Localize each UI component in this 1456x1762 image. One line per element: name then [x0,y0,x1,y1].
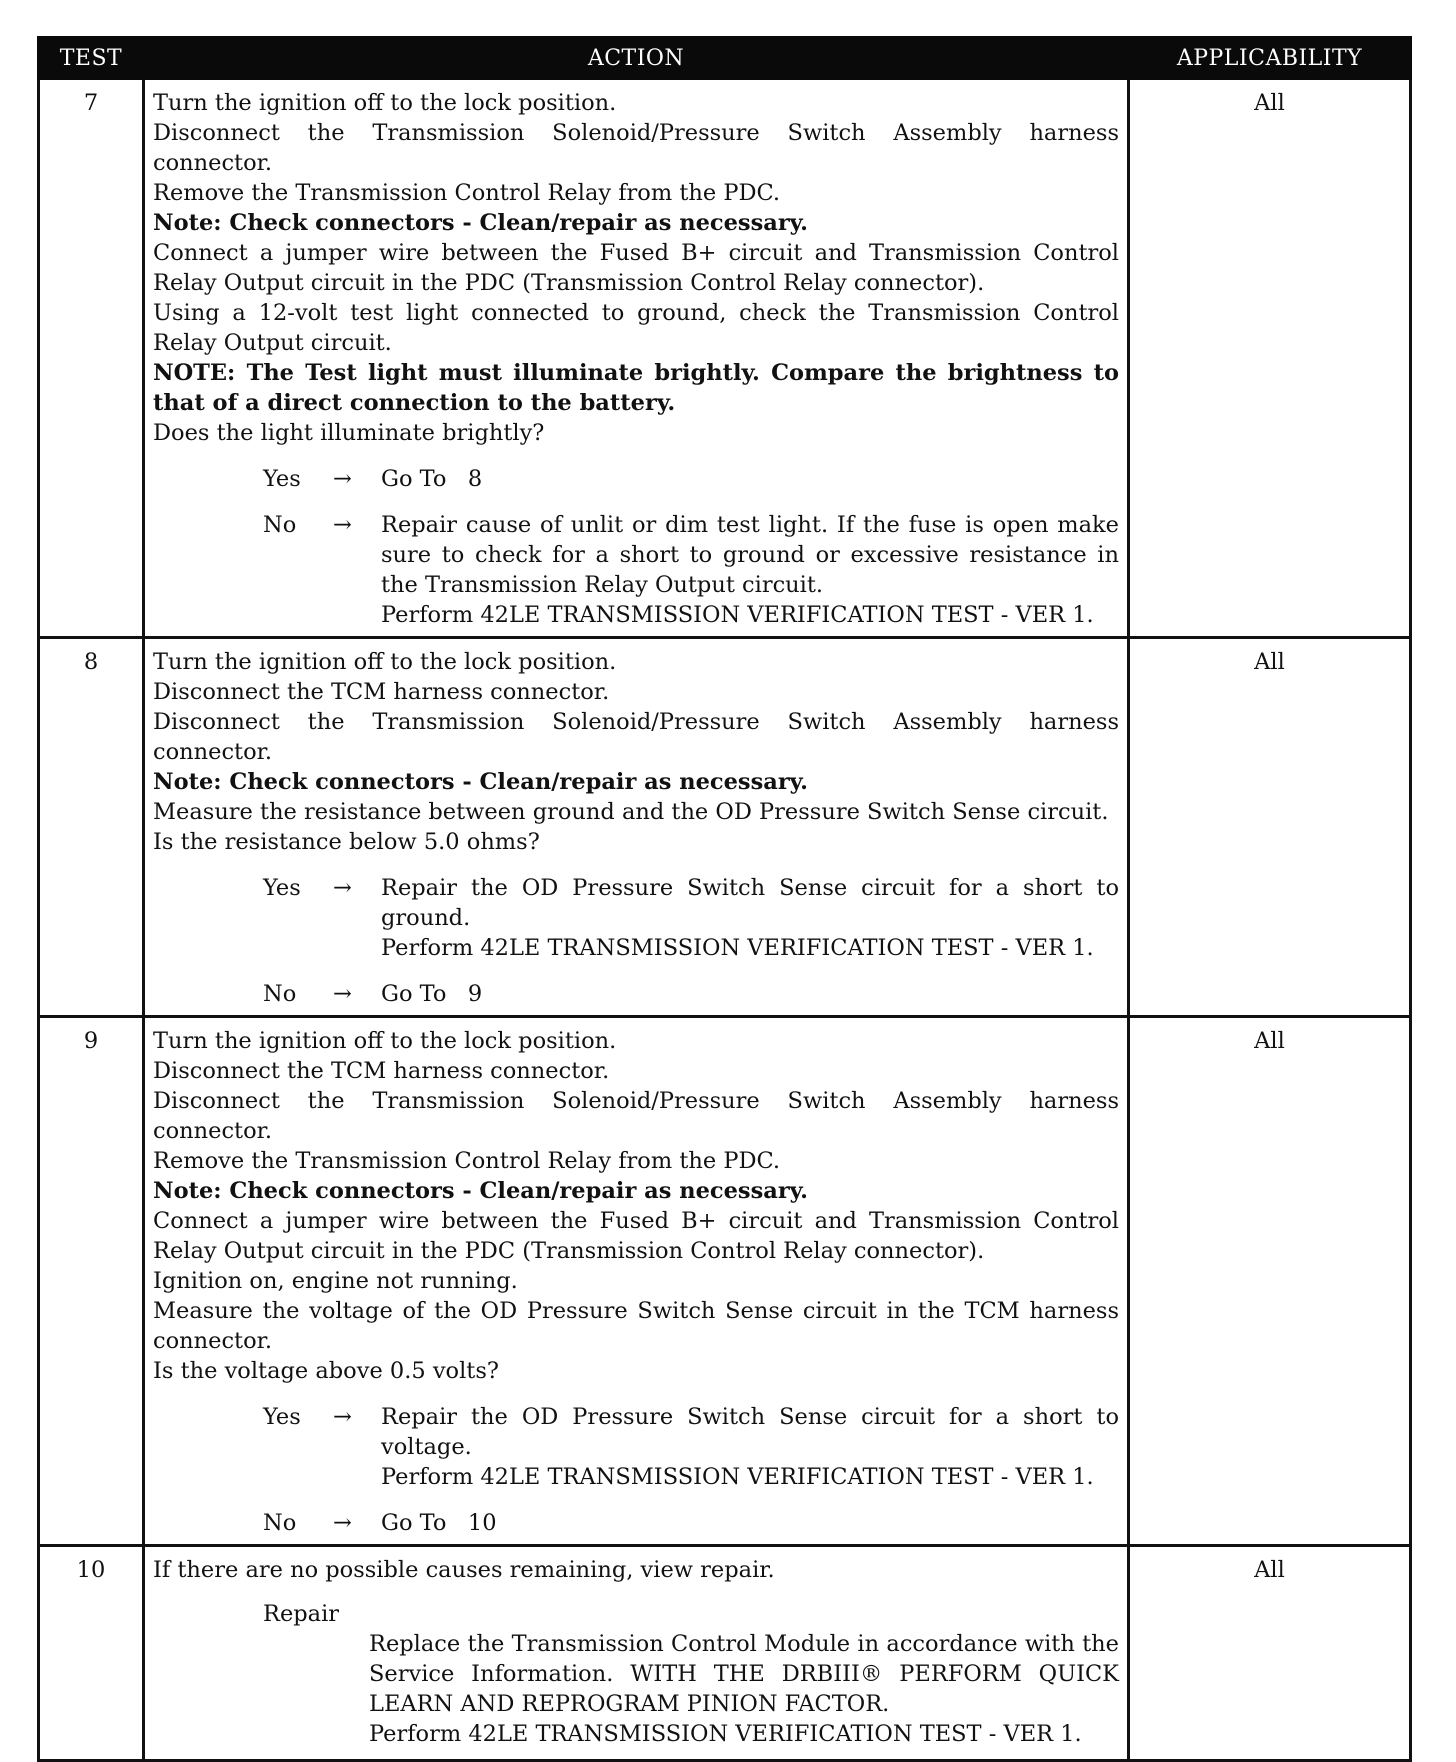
no-branch [153,979,1119,1009]
step: Ignition on, engine not running. [153,1268,518,1294]
table-row [39,638,1411,1017]
step: Disconnect the Transmission Solenoid/Pressure Switch Assembly harness connector. [153,1088,1119,1144]
step: Disconnect the Transmission Solenoid/Pressure Switch Assembly harness connector. [153,120,1119,176]
repair-text: Replace the Transmission Control Module in accordance with the Service Information. WITH THE DRBIII® PERFORM QUICK LEARN AND REPROGRAM PINION FACTOR. [369,1631,1119,1717]
arrow-icon: → [333,875,352,901]
applicability: All [1129,79,1411,638]
verification-text: Perform 42LE TRANSMISSION VERIFICATION TEST - VER 1. [369,1721,1082,1747]
no-branch [153,510,1119,630]
action-cell [144,79,1129,638]
step: Using a 12-volt test light connected to ground, check the Transmission Control Relay Output circuit. [153,300,1119,356]
question: Does the light illuminate brightly? [153,420,545,446]
step: If there are no possible causes remaining, view repair. [153,1557,775,1583]
step: Remove the Transmission Control Relay from the PDC. [153,1148,781,1174]
step: Turn the ignition off to the lock position. [153,649,617,675]
header-test: TEST [39,38,144,79]
table-row [39,79,1411,638]
arrow-icon: → [333,466,352,492]
yes-result-text: Repair the OD Pressure Switch Sense circuit for a short to voltage. [381,1404,1119,1460]
yes-result [381,873,1119,963]
yes-result-text: Repair the OD Pressure Switch Sense circuit for a short to ground. [381,875,1119,931]
step: Measure the resistance between ground and the OD Pressure Switch Sense circuit. [153,799,1109,825]
step: Turn the ignition off to the lock position. [153,1028,617,1054]
header-action: ACTION [144,38,1129,79]
step: Connect a jumper wire between the Fused B+ circuit and Transmission Control Relay Output circuit in the PDC (Transmission Control Relay connector). [153,1208,1119,1264]
arrow-icon: → [333,981,352,1007]
action-cell [144,1017,1129,1546]
yes-label: Yes [263,466,301,492]
repair-label: Repair [263,1601,340,1627]
verification-text: Perform 42LE TRANSMISSION VERIFICATION TEST - VER 1. [381,602,1094,628]
verification-text: Perform 42LE TRANSMISSION VERIFICATION TEST - VER 1. [381,1464,1094,1490]
step: Disconnect the TCM harness connector. [153,1058,610,1084]
question: Is the voltage above 0.5 volts? [153,1358,499,1384]
action-cell [144,638,1129,1017]
note: NOTE: The Test light must illuminate brightly. Compare the brightness to that of a direct connection to the battery. [153,360,1119,416]
repair-instructions [369,1629,1119,1749]
action-cell [144,1546,1129,1761]
arrow-icon: → [333,1404,352,1430]
no-result: Go To 9 [381,981,483,1007]
step: Disconnect the Transmission Solenoid/Pressure Switch Assembly harness connector. [153,709,1119,765]
no-label: No [263,1510,297,1536]
yes-label: Yes [263,1404,301,1430]
no-result: Go To 10 [381,1510,497,1536]
no-label: No [263,981,297,1007]
header-applicability: APPLICABILITY [1129,38,1411,79]
yes-branch [153,1402,1119,1492]
step: Connect a jumper wire between the Fused B+ circuit and Transmission Control Relay Output circuit in the PDC (Transmission Control Relay connector). [153,240,1119,296]
yes-branch [153,464,1119,494]
note: Note: Check connectors - Clean/repair as necessary. [153,1178,808,1204]
yes-branch [153,873,1119,963]
table-row [39,1546,1411,1761]
no-branch [153,1508,1119,1538]
arrow-icon: → [333,1510,352,1536]
header-row [39,38,1411,79]
note: Note: Check connectors - Clean/repair as necessary. [153,210,808,236]
step: Turn the ignition off to the lock position. [153,90,617,116]
table-row [39,1017,1411,1546]
step: Remove the Transmission Control Relay from the PDC. [153,180,781,206]
verification-text: Perform 42LE TRANSMISSION VERIFICATION TEST - VER 1. [381,935,1094,961]
applicability: All [1129,1546,1411,1761]
step: Measure the voltage of the OD Pressure Switch Sense circuit in the TCM harness connector. [153,1298,1119,1354]
test-number: 10 [39,1546,144,1761]
yes-result [381,1402,1119,1492]
step: Disconnect the TCM harness connector. [153,679,610,705]
test-number: 7 [39,79,144,638]
no-result-text: Repair cause of unlit or dim test light. If the fuse is open make sure to check for a short to ground or excessive resistance in the Transmission Relay Output circuit. [381,512,1119,598]
applicability: All [1129,638,1411,1017]
test-number: 8 [39,638,144,1017]
test-number: 9 [39,1017,144,1546]
yes-label: Yes [263,875,301,901]
note: Note: Check connectors - Clean/repair as necessary. [153,769,808,795]
no-result [381,510,1119,630]
no-label: No [263,512,297,538]
applicability: All [1129,1017,1411,1546]
question: Is the resistance below 5.0 ohms? [153,829,540,855]
arrow-icon: → [333,512,352,538]
yes-result: Go To 8 [381,466,483,492]
diagnostic-table [37,36,1412,1762]
